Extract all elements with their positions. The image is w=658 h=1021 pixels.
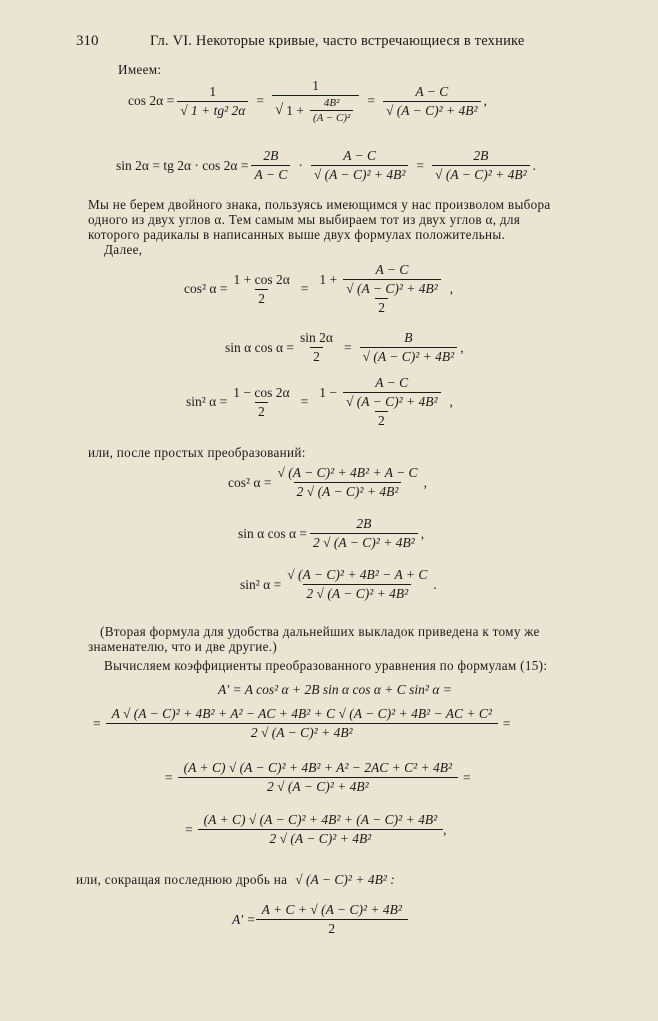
eq5-inner-den: √ (A − C)² + 4B² [343,392,441,410]
eq8-lhs: sin² α = [240,576,282,592]
page-number: 310 [76,33,99,49]
eq4-f2-num: B [404,330,413,345]
eq1-f3-num: A − C [415,83,449,99]
intro-label: Имеем: [118,62,162,77]
eq4-f2-den: √ (A − C)² + 4B² [360,347,458,365]
eq5-f1-den: 2 [255,402,268,420]
eq7-num: 2B [356,516,372,531]
eq2-f1-num: 2B [263,148,279,163]
equation-cos2a: cos 2α = $\frac{1}{\text{√ 1 + tg² 2α}}$ = 1 √ 1 + $\frac{\text{4B²}}{\text{(A − C)²}}$ = $\frac{A - C}{\text{√ (A − C)² + 4B²}}$ , [128,78,487,124]
paragraph-1-line-1: Мы не берем двойного знака, пользуясь имеющимся у нас произволом выбора [88,197,551,212]
eq5-fraction-2 [316,375,446,429]
eq8-num: √ (A − C)² + 4B² − A + C [287,567,428,582]
eq3-f1-den: 2 [255,289,268,307]
eq3-fraction-1 [230,272,292,307]
eq2-f3-num: 2B [473,148,489,163]
eq2-f1-den: A − C [251,165,290,183]
eq10-fraction [109,706,495,741]
paragraph-2-line-2: знаменателю, что и две другие.) [88,639,278,654]
after-simplification: или, после простых преобразований: [88,445,306,460]
eq3-big-num-a: 1 + [319,271,338,287]
paragraph-1-line-3: которого радикалы в написанных выше двух формулах положительны. [88,227,506,242]
equation-sin2alpha: sin² α = $\frac{1 - \cos 2\alpha}{2}$ = 1 − $\frac{A - C}{\text{√ (A − C)² + 4B²}}$ 2 , [186,375,453,428]
eq2-fraction-3 [432,148,530,183]
eq6-den: 2 √ (A − C)² + 4B² [294,482,402,500]
eq4-fraction-1 [297,330,336,365]
eq6-fraction [274,465,420,500]
eq3-inner-num: A − C [375,262,409,277]
equation-expansion-3: = $\frac{\text{(A + C) √ (A − C)² + 4B² + (A − C)² + 4B²}}{\text{2 √ (A − C)² + 4B²}}$ , [185,812,447,846]
eq6-num: √ (A − C)² + 4B² + A − C [277,465,418,480]
eq1-inner-den: (A − C)² [310,110,353,124]
eq7-fraction [310,516,418,551]
chapter-title: Гл. VI. Некоторые кривые, часто встречающиеся в технике [150,33,525,49]
eq5-lhs: sin² α = [186,394,228,409]
eq2-lhs: sin 2α = tg 2α · cos 2α = [116,157,249,173]
eq8-den: 2 √ (A − C)² + 4B² [303,584,411,602]
paragraph-4 [76,872,395,888]
equation-a-prime-result [232,902,408,937]
eq12-num: (A + C) √ (A − C)² + 4B² + (A − C)² + 4B² [203,812,438,827]
eq7-den: 2 √ (A − C)² + 4B² [310,533,418,551]
paragraph-3: Вычисляем коэффициенты преобразованного уравнения по формулам (15): [104,658,548,673]
eq13-fraction [259,902,405,937]
eq13-num: A + C + √ (A − C)² + 4B² [261,902,402,917]
eq1-inner-num: 4B² [323,97,340,109]
eq13-lhs: A' = [232,911,256,927]
eq1-f1-num: 1 [209,83,217,99]
eq4-f1-den: 2 [310,347,323,365]
eq3-big-den: 2 [375,298,388,316]
eq2-fraction-2 [311,148,409,183]
eq1-f2-den: √ 1 + $\frac{\text{4B²}}{\text{(A − C)²}}$ [272,95,359,124]
eq5-big-num-a: 1 − [319,384,337,400]
eq3-f1-num: 1 + cos 2α [233,271,290,287]
eq2-f3-den: √ (A − C)² + 4B² [432,165,530,183]
equation-a-prime-def: A' = A cos² α + 2B sin α cos α + C sin² α = [218,682,452,697]
equation-cos2-simplified: cos² α = $\frac{\text{√ (A − C)² + 4B² + A − C}}{\text{2 √ (A − C)² + 4B²}}$ , [228,465,427,499]
eq11-den: 2 √ (A − C)² + 4B² [178,777,458,795]
eq1-fraction-2 [272,78,359,124]
eq10-num: A √ (A − C)² + 4B² + A² − AC + 4B² + C √ (A − C)² + 4B² − AC + C² [111,706,492,721]
eq1-lhs: cos 2α = [128,93,175,108]
eq2-f2-den: √ (A − C)² + 4B² [311,165,409,183]
page-header [0,33,658,53]
paragraph-4-expr: √ (A − C)² + 4B² : [295,872,395,887]
eq2-f2-num: A − C [343,148,377,163]
eq1-f2-den-a: 1 + [286,102,304,118]
eq12-den: 2 √ (A − C)² + 4B² [198,829,444,847]
paragraph-2-line-1: (Вторая формула для удобства дальнейших выкладок приведена к тому же [100,624,540,639]
eq8-fraction [284,567,430,602]
paragraph-1-line-2: одного из двух углов α. Тем самым мы выбираем тот из двух углов α, для [88,212,521,227]
eq3-fraction-2 [316,262,446,316]
eq5-fraction-1 [230,385,292,420]
eq10-den: 2 √ (A − C)² + 4B² [106,723,498,741]
eq13-den: 2 [256,919,408,937]
eq1-f1-den: √ 1 + tg² 2α [177,101,248,119]
equation-sin2a: sin 2α = tg 2α · cos 2α = $\frac{2B}{A - C}$ · $\frac{A - C}{\text{√ (A − C)² + 4B²}}$ = $\frac{2B}{\text{√ (A − C)² + 4B²}}$ . [116,148,537,182]
equation-cos2alpha: cos² α = $\frac{1 + \cos 2\alpha}{2}$ = 1 + $\frac{A - C}{\text{√ (A − C)² + 4B²}}$ 2 , [184,262,454,315]
eq5-f1-num: 1 − cos 2α [233,384,290,400]
eq3-lhs: cos² α = [184,281,228,296]
equation-sin2-simplified: sin² α = $\frac{\text{√ (A − C)² + 4B² − A + C}}{\text{2 √ (A − C)² + 4B²}}$ . [240,567,437,601]
eq1-fraction-3 [383,84,481,119]
eq12-fraction [201,812,441,847]
equation-sin-cos: sin α cos α = $\frac{\sin 2\alpha}{2}$ = $\frac{B}{\text{√ (A − C)² + 4B²}}$ , [225,330,464,364]
eq3-inner-den: √ (A − C)² + 4B² [343,279,441,297]
eq11-fraction [181,760,455,795]
eq4-lhs: sin α cos α = [225,339,295,355]
eq2-fraction-1 [251,148,290,183]
eq7-lhs: sin α cos α = [238,525,308,541]
equation-sincos-simplified: sin α cos α = $\frac{2B}{\text{2 √ (A − C)² + 4B²}}$ , [238,516,425,550]
eq1-fraction-1 [177,84,248,119]
eq11-num: (A + C) √ (A − C)² + 4B² + A² − 2AC + C² + 4B² [183,760,453,775]
eq5-big-den: 2 [375,411,388,429]
eq6-lhs: cos² α = [228,474,272,490]
eq1-f2-num: 1 [312,78,320,93]
equation-expansion-1: = A √ (A − C)² + 4B² + A² − AC + 4B² + C √ (A − C)² + 4B² − AC + C² 2 √ (A − C)² + 4B² = [93,706,511,740]
eq4-fraction-2 [360,330,458,365]
paragraph-4-text: или, сокращая последнюю дробь на [76,872,288,887]
eq5-inner-num: A − C [375,375,409,390]
eq4-f1-num: sin 2α [300,330,333,345]
dalee-label: Далее, [104,242,143,257]
eq1-f3-den: √ (A − C)² + 4B² [383,101,481,119]
equation-expansion-2: = $\frac{\text{(A + C) √ (A − C)² + 4B² + A² − 2AC + C² + 4B²}}{\text{2 √ (A − C)² + 4B²}}$ = [165,760,471,794]
